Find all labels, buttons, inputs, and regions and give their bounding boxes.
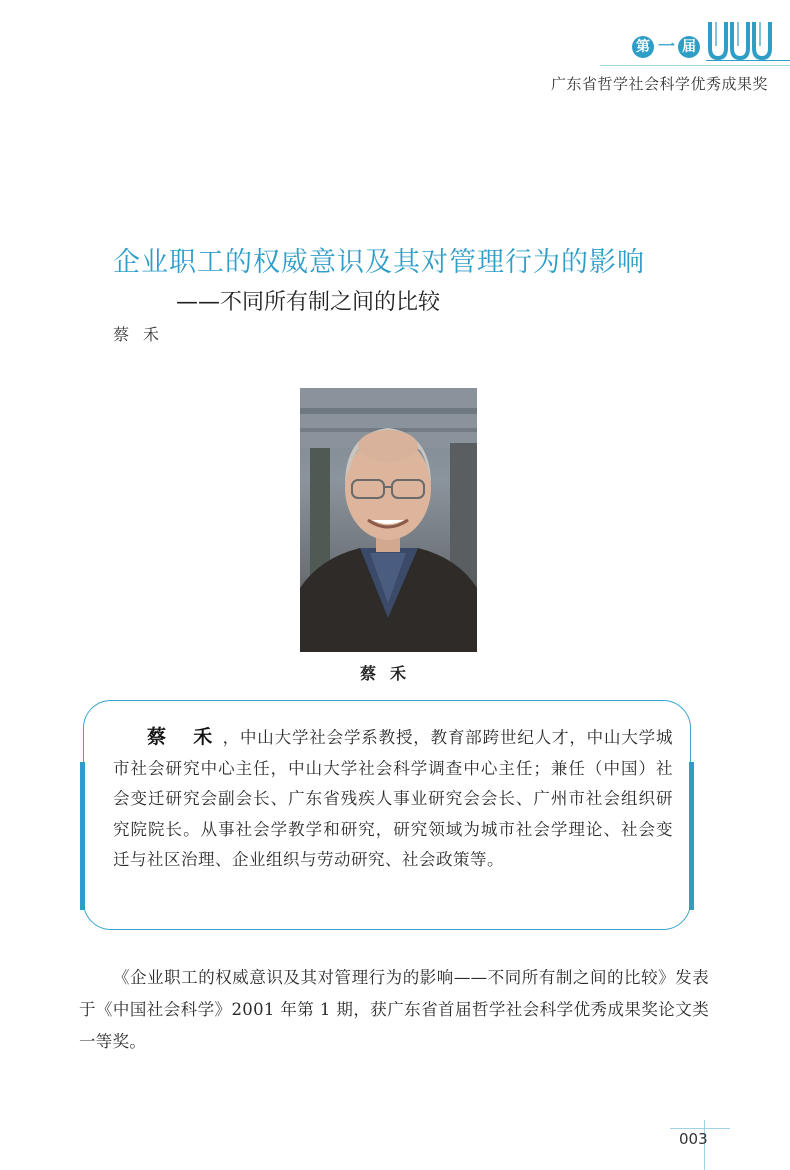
header-divider xyxy=(600,65,790,66)
award-badge xyxy=(632,14,782,64)
header-subtitle: 广东省哲学社会科学优秀成果奖 xyxy=(550,75,768,93)
badge-middle-char: 一 xyxy=(658,37,675,57)
badge-last-char: 届 xyxy=(678,36,700,58)
bio-box-left-accent xyxy=(80,762,85,910)
bio-box-right-accent xyxy=(689,762,694,910)
article-title: 企业职工的权威意识及其对管理行为的影响 xyxy=(113,247,645,278)
publication-note: 《企业职工的权威意识及其对管理行为的影响——不同所有制之间的比较》发表于《中国社会科学》2001 年第 1 期，获广东省首届哲学社会科学优秀成果奖论文类一等奖。 xyxy=(79,968,709,1051)
bio-author-name: 蔡 禾 xyxy=(147,726,223,748)
author-photo xyxy=(300,388,477,652)
author-bio xyxy=(113,722,673,876)
page-number-rule-horizontal xyxy=(670,1128,730,1129)
page-number: 003 xyxy=(679,1130,708,1148)
bio-description: ，中山大学社会学系教授，教育部跨世纪人才，中山大学城市社会研究中心主任，中山大学社会科学调查中心主任；兼任（中国）社会变迁研究会副会长、广东省残疾人事业研究会会长、广州市社会组织研究院院长。从事社会学教学和研究，研究领域为城市社会学理论、社会变迁与社区治理、企业组织与劳动研究、社会政策等。 xyxy=(113,728,673,869)
article-author: 蔡禾 xyxy=(113,325,174,344)
photo-caption: 蔡禾 xyxy=(360,664,421,683)
header-accent-line xyxy=(706,60,790,61)
badge-first-char: 第 xyxy=(632,36,654,58)
article-subtitle: ——不同所有制之间的比较 xyxy=(176,290,441,315)
portrait-illustration xyxy=(300,388,477,652)
award-logo-icon xyxy=(706,18,778,62)
